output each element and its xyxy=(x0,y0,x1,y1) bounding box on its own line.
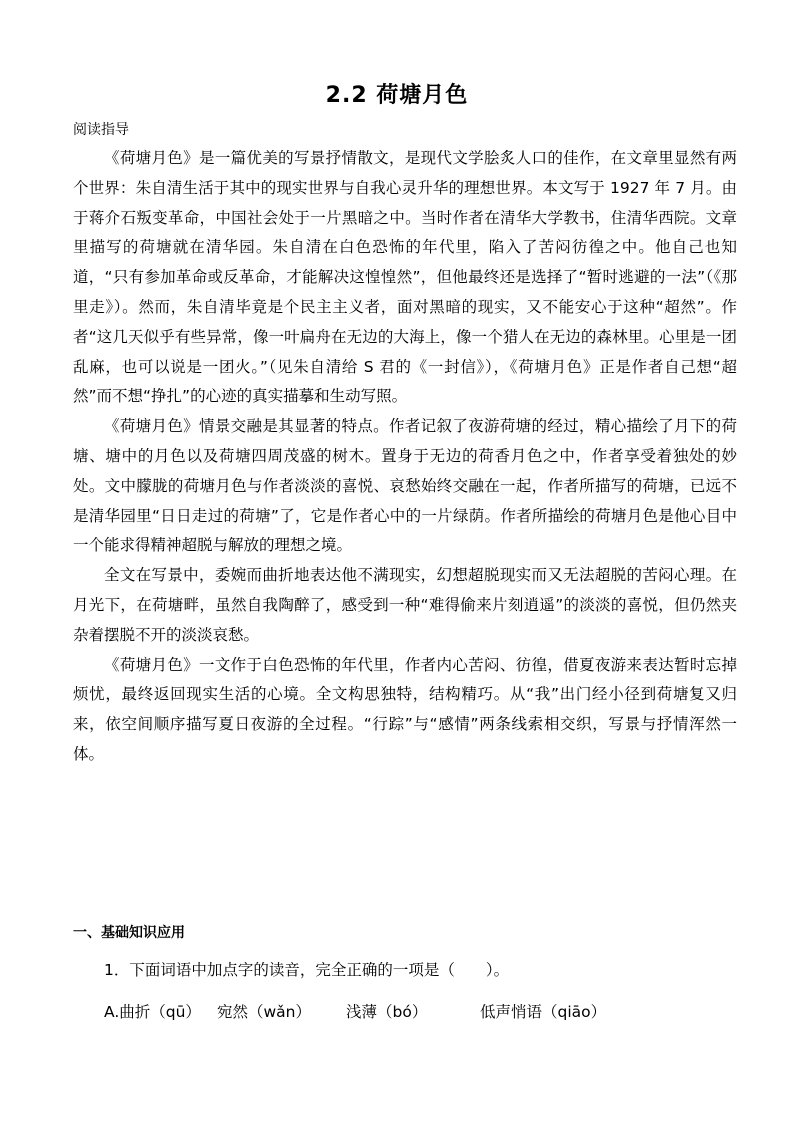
paragraph: 《荷塘月色》情景交融是其显著的特点。作者记叙了夜游荷塘的经过，精心描绘了月下的荷塘、塘中的月色以及荷塘四周茂盛的树木。置身于无边的荷香月色之中，作者享受着独处的妙处。文中朦胧的荷塘月色与作者淡淡的喜悦、哀愁始终交融在一起，作者所描写的荷塘，已远不是清华园里“日日走过的荷塘”了，它是作者心中的一片绿荫。作者所描绘的荷塘月色是他心目中一个能求得精神超脱与解放的理想之境。 xyxy=(73,417,737,555)
paragraph: 全文在写景中，委婉而曲折地表达他不满现实，幻想超脱现实而又无法超脱的苦闷心理。在月光下，在荷塘畔，虽然自我陶醉了，感受到一种“难得偷来片刻逍遥”的淡淡的喜悦，但仍然夹杂着摆脱不开的淡淡哀愁。 xyxy=(73,566,737,644)
option-a: A.曲折（qū） xyxy=(104,1003,201,1021)
paragraph: 《荷塘月色》是一篇优美的写景抒情散文，是现代文学脍炙人口的佳作，在文章里显然有两个世界：朱自清生活于其中的现实世界与自我心灵升华的理想世界。本文写于 1927 年 7 月。由于蒋介石叛变革命，中国社会处于一片黑暗之中。当时作者在清华大学教书，住清华西院。文章里描写的荷塘就在清华园。朱自清在白色恐怖的年代里，陷入了苦闷彷徨之中。他自己也知道，“只有参加革命或反革命，才能解决这惶惶然”，但他最终还是选择了“暂时逃避的一法”（《那里走》）。然而，朱自清毕竟是个民主主义者，面对黑暗的现实，又不能安心于这种“超然”。作者“这几天似乎有些异常，像一叶扁舟在无边的大海上，像一个猎人在无边的森林里。心里是一团乱麻，也可以说是一团火。”（见朱自清给 S 君的《一封信》），《荷塘月色》正是作者自己想“超然”而不想“挣扎”的心迹的真实描摹和生动写照。 xyxy=(73,149,737,406)
option-word: 低声悄语（qiāo） xyxy=(480,1003,607,1021)
reading-guide-label: 阅读指导 xyxy=(73,122,129,138)
page-title: 2.2 荷塘月色 xyxy=(325,83,469,108)
question-text: 1．下面词语中加点字的读音，完全正确的一项是（ ）。 xyxy=(104,961,510,979)
paragraph: 《荷塘月色》一文作于白色恐怖的年代里，作者内心苦闷、彷徨，借夏夜游来表达暂时忘掉烦忧，最终返回现实生活的心境。全文构思独特，结构精巧。从“我”出门经小径到荷塘复又归来，依空间顺序描写夏日夜游的全过程。“行踪”与“感情”两条线索相交织，写景与抒情浑然一体。 xyxy=(73,655,737,763)
reading-guide-body xyxy=(73,144,737,770)
option-word: 浅薄（bó） xyxy=(346,1003,428,1021)
section-heading: 一、基础知识应用 xyxy=(73,925,185,941)
option-word: 宛然（wǎn） xyxy=(217,1003,311,1021)
answer-options xyxy=(104,1000,606,1022)
